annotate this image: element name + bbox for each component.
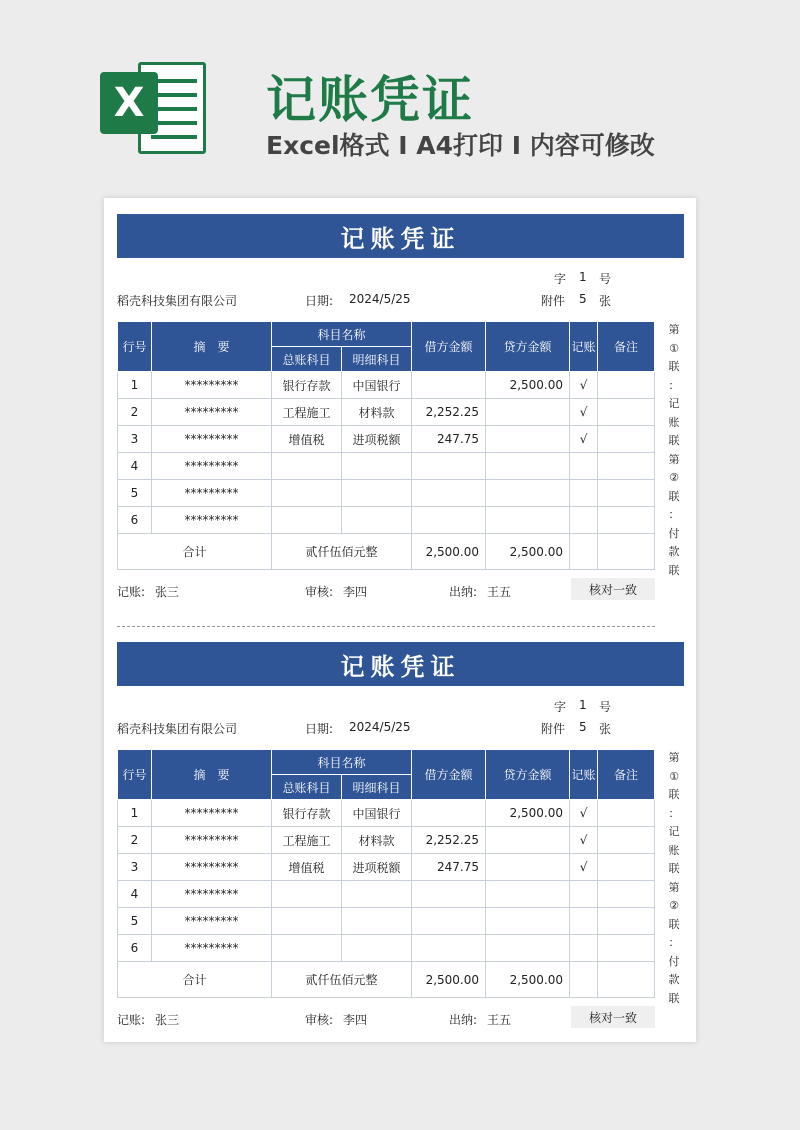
attach-value: 5 bbox=[579, 292, 587, 306]
cell-remark[interactable] bbox=[598, 881, 655, 908]
cell-remark[interactable] bbox=[598, 372, 655, 399]
total-credit: 2,500.00 bbox=[486, 534, 570, 570]
cell-no[interactable]: 6 bbox=[118, 935, 152, 962]
cell-detail[interactable] bbox=[342, 453, 412, 480]
cell-remark[interactable] bbox=[598, 800, 655, 827]
cell-posted[interactable]: √ bbox=[570, 399, 598, 426]
cell-credit[interactable] bbox=[486, 908, 570, 935]
cell-credit[interactable] bbox=[486, 399, 570, 426]
cell-no[interactable]: 4 bbox=[118, 453, 152, 480]
cell-debit[interactable] bbox=[412, 480, 486, 507]
cell-summary[interactable]: ********* bbox=[152, 372, 272, 399]
cell-credit[interactable] bbox=[486, 507, 570, 534]
cell-no[interactable]: 3 bbox=[118, 426, 152, 453]
cell-general[interactable]: 工程施工 bbox=[272, 399, 342, 426]
col-summary: 摘 要 bbox=[152, 750, 272, 800]
table-row bbox=[118, 881, 655, 908]
cell-remark[interactable] bbox=[598, 854, 655, 881]
table-row bbox=[118, 399, 655, 426]
cashier-label: 出纳: bbox=[449, 1013, 478, 1027]
col-subject: 科目名称 bbox=[272, 322, 412, 347]
cell-debit[interactable]: 2,252.25 bbox=[412, 399, 486, 426]
col-detail: 明细科目 bbox=[342, 347, 412, 372]
cell-remark[interactable] bbox=[598, 399, 655, 426]
col-general: 总账科目 bbox=[272, 775, 342, 800]
total-words: 贰仟伍佰元整 bbox=[272, 962, 412, 998]
zi-label: 字 bbox=[554, 272, 567, 286]
date-value: 2024/5/25 bbox=[349, 720, 411, 734]
col-remark: 备注 bbox=[598, 750, 655, 800]
col-debit: 借方金额 bbox=[412, 750, 486, 800]
cell-no[interactable]: 3 bbox=[118, 854, 152, 881]
check-consistent-button[interactable]: 核对一致 bbox=[571, 578, 655, 600]
col-posted: 记账 bbox=[570, 322, 598, 372]
bookkeeper-label: 记账: bbox=[117, 585, 146, 599]
cell-summary[interactable]: ********* bbox=[152, 426, 272, 453]
total-row bbox=[118, 962, 655, 998]
reviewer-name: 李四 bbox=[343, 585, 368, 599]
bookkeeper-label: 记账: bbox=[117, 1013, 146, 1027]
zi-label: 字 bbox=[554, 700, 567, 714]
cell-debit[interactable] bbox=[412, 908, 486, 935]
cell-remark[interactable] bbox=[598, 507, 655, 534]
cell-no[interactable]: 1 bbox=[118, 372, 152, 399]
cell-no[interactable]: 4 bbox=[118, 881, 152, 908]
total-label: 合计 bbox=[118, 534, 272, 570]
cell-summary[interactable]: ********* bbox=[152, 399, 272, 426]
excel-logo-letter: X bbox=[100, 72, 158, 134]
cell-general[interactable] bbox=[272, 908, 342, 935]
voucher-copy-1 bbox=[117, 214, 685, 614]
cell-summary[interactable]: ********* bbox=[152, 935, 272, 962]
cell-debit[interactable]: 247.75 bbox=[412, 854, 486, 881]
reviewer-label: 审核: bbox=[305, 585, 334, 599]
zi-value: 1 bbox=[579, 698, 587, 712]
col-summary: 摘 要 bbox=[152, 322, 272, 372]
cell-summary[interactable]: ********* bbox=[152, 827, 272, 854]
cell-no[interactable]: 2 bbox=[118, 399, 152, 426]
cell-posted[interactable] bbox=[570, 453, 598, 480]
copy-note: 第 ① 联 ： 记 账 联 第 ② 联 ： 付 款 联 bbox=[668, 751, 680, 1005]
cell-debit[interactable] bbox=[412, 800, 486, 827]
cell-detail[interactable]: 中国银行 bbox=[342, 800, 412, 827]
cell-summary[interactable]: ********* bbox=[152, 908, 272, 935]
attach-label: 附件 bbox=[541, 294, 566, 308]
cell-detail[interactable] bbox=[342, 908, 412, 935]
table-row bbox=[118, 854, 655, 881]
reviewer-name: 李四 bbox=[343, 1013, 368, 1027]
attach-unit: 张 bbox=[599, 294, 612, 308]
cell-summary[interactable]: ********* bbox=[152, 480, 272, 507]
cell-credit[interactable] bbox=[486, 827, 570, 854]
page-header bbox=[0, 0, 800, 190]
cell-detail[interactable]: 进项税额 bbox=[342, 426, 412, 453]
cell-remark[interactable] bbox=[598, 453, 655, 480]
cashier-name: 王五 bbox=[487, 585, 512, 599]
table-row bbox=[118, 935, 655, 962]
col-debit: 借方金额 bbox=[412, 322, 486, 372]
cell-posted[interactable]: √ bbox=[570, 372, 598, 399]
excel-icon bbox=[100, 58, 208, 158]
total-debit: 2,500.00 bbox=[412, 962, 486, 998]
cell-detail[interactable] bbox=[342, 480, 412, 507]
reviewer-label: 审核: bbox=[305, 1013, 334, 1027]
cell-detail[interactable] bbox=[342, 507, 412, 534]
cell-general[interactable]: 工程施工 bbox=[272, 827, 342, 854]
table-row bbox=[118, 426, 655, 453]
cut-line bbox=[117, 626, 655, 627]
cell-credit[interactable]: 2,500.00 bbox=[486, 800, 570, 827]
cell-debit[interactable]: 247.75 bbox=[412, 426, 486, 453]
table-row bbox=[118, 908, 655, 935]
date-value: 2024/5/25 bbox=[349, 292, 411, 306]
cell-posted[interactable]: √ bbox=[570, 827, 598, 854]
voucher-title: 记账凭证 bbox=[117, 642, 684, 686]
company-name: 稻壳科技集团有限公司 bbox=[117, 722, 238, 736]
total-label: 合计 bbox=[118, 962, 272, 998]
voucher-table bbox=[117, 749, 655, 998]
cell-summary[interactable]: ********* bbox=[152, 881, 272, 908]
total-credit: 2,500.00 bbox=[486, 962, 570, 998]
cell-posted[interactable] bbox=[570, 935, 598, 962]
cell-general[interactable]: 增值税 bbox=[272, 426, 342, 453]
cell-posted[interactable] bbox=[570, 507, 598, 534]
voucher-table bbox=[117, 321, 655, 570]
cell-no[interactable]: 2 bbox=[118, 827, 152, 854]
cell-posted[interactable] bbox=[570, 881, 598, 908]
cashier-name: 王五 bbox=[487, 1013, 512, 1027]
cell-posted[interactable] bbox=[570, 908, 598, 935]
col-credit: 贷方金额 bbox=[486, 750, 570, 800]
cell-credit[interactable] bbox=[486, 881, 570, 908]
cell-remark[interactable] bbox=[598, 908, 655, 935]
cell-detail[interactable]: 材料款 bbox=[342, 827, 412, 854]
cell-remark[interactable] bbox=[598, 426, 655, 453]
date-label: 日期: bbox=[305, 294, 334, 308]
cell-debit[interactable] bbox=[412, 881, 486, 908]
col-general: 总账科目 bbox=[272, 347, 342, 372]
cell-general[interactable] bbox=[272, 881, 342, 908]
cell-credit[interactable] bbox=[486, 935, 570, 962]
cell-general[interactable] bbox=[272, 453, 342, 480]
cell-no[interactable]: 5 bbox=[118, 480, 152, 507]
cell-debit[interactable] bbox=[412, 372, 486, 399]
cell-credit[interactable] bbox=[486, 426, 570, 453]
cell-summary[interactable]: ********* bbox=[152, 854, 272, 881]
cell-no[interactable]: 1 bbox=[118, 800, 152, 827]
voucher-paper bbox=[104, 198, 696, 1042]
cell-credit[interactable] bbox=[486, 453, 570, 480]
attach-unit: 张 bbox=[599, 722, 612, 736]
table-row bbox=[118, 453, 655, 480]
attach-value: 5 bbox=[579, 720, 587, 734]
cell-detail[interactable]: 材料款 bbox=[342, 399, 412, 426]
cell-debit[interactable]: 2,252.25 bbox=[412, 827, 486, 854]
hao-label: 号 bbox=[599, 700, 612, 714]
cell-detail[interactable] bbox=[342, 881, 412, 908]
cell-credit[interactable] bbox=[486, 854, 570, 881]
cell-general[interactable] bbox=[272, 507, 342, 534]
cell-remark[interactable] bbox=[598, 827, 655, 854]
cell-debit[interactable] bbox=[412, 453, 486, 480]
col-credit: 贷方金额 bbox=[486, 322, 570, 372]
page-subtitle: Excel格式 Ⅰ A4打印 Ⅰ 内容可修改 bbox=[266, 131, 655, 160]
col-row-no: 行号 bbox=[118, 750, 152, 800]
zi-value: 1 bbox=[579, 270, 587, 284]
voucher-title: 记账凭证 bbox=[117, 214, 684, 258]
page-title: 记账凭证 bbox=[266, 71, 474, 129]
table-row bbox=[118, 372, 655, 399]
hao-label: 号 bbox=[599, 272, 612, 286]
cell-summary[interactable]: ********* bbox=[152, 453, 272, 480]
table-row bbox=[118, 507, 655, 534]
cell-credit[interactable] bbox=[486, 480, 570, 507]
cell-general[interactable]: 银行存款 bbox=[272, 800, 342, 827]
cell-debit[interactable] bbox=[412, 935, 486, 962]
date-label: 日期: bbox=[305, 722, 334, 736]
company-name: 稻壳科技集团有限公司 bbox=[117, 294, 238, 308]
check-consistent-button[interactable]: 核对一致 bbox=[571, 1006, 655, 1028]
bookkeeper-name: 张三 bbox=[155, 585, 180, 599]
cell-posted[interactable]: √ bbox=[570, 800, 598, 827]
cell-detail[interactable]: 进项税额 bbox=[342, 854, 412, 881]
table-row bbox=[118, 800, 655, 827]
cell-general[interactable] bbox=[272, 935, 342, 962]
col-remark: 备注 bbox=[598, 322, 655, 372]
cell-general[interactable]: 银行存款 bbox=[272, 372, 342, 399]
cell-no[interactable]: 6 bbox=[118, 507, 152, 534]
bookkeeper-name: 张三 bbox=[155, 1013, 180, 1027]
copy-note: 第 ① 联 ： 记 账 联 第 ② 联 ： 付 款 联 bbox=[668, 323, 680, 577]
col-subject: 科目名称 bbox=[272, 750, 412, 775]
table-row bbox=[118, 827, 655, 854]
cell-remark[interactable] bbox=[598, 480, 655, 507]
cashier-label: 出纳: bbox=[449, 585, 478, 599]
col-posted: 记账 bbox=[570, 750, 598, 800]
cell-general[interactable] bbox=[272, 480, 342, 507]
cell-posted[interactable]: √ bbox=[570, 426, 598, 453]
cell-credit[interactable]: 2,500.00 bbox=[486, 372, 570, 399]
col-detail: 明细科目 bbox=[342, 775, 412, 800]
cell-general[interactable]: 增值税 bbox=[272, 854, 342, 881]
cell-detail[interactable] bbox=[342, 935, 412, 962]
cell-detail[interactable]: 中国银行 bbox=[342, 372, 412, 399]
attach-label: 附件 bbox=[541, 722, 566, 736]
cell-debit[interactable] bbox=[412, 507, 486, 534]
total-row bbox=[118, 534, 655, 570]
cell-no[interactable]: 5 bbox=[118, 908, 152, 935]
col-row-no: 行号 bbox=[118, 322, 152, 372]
voucher-copy-2 bbox=[117, 642, 685, 1042]
total-words: 贰仟伍佰元整 bbox=[272, 534, 412, 570]
total-debit: 2,500.00 bbox=[412, 534, 486, 570]
cell-remark[interactable] bbox=[598, 935, 655, 962]
cell-posted[interactable]: √ bbox=[570, 854, 598, 881]
cell-summary[interactable]: ********* bbox=[152, 507, 272, 534]
cell-summary[interactable]: ********* bbox=[152, 800, 272, 827]
cell-posted[interactable] bbox=[570, 480, 598, 507]
table-row bbox=[118, 480, 655, 507]
